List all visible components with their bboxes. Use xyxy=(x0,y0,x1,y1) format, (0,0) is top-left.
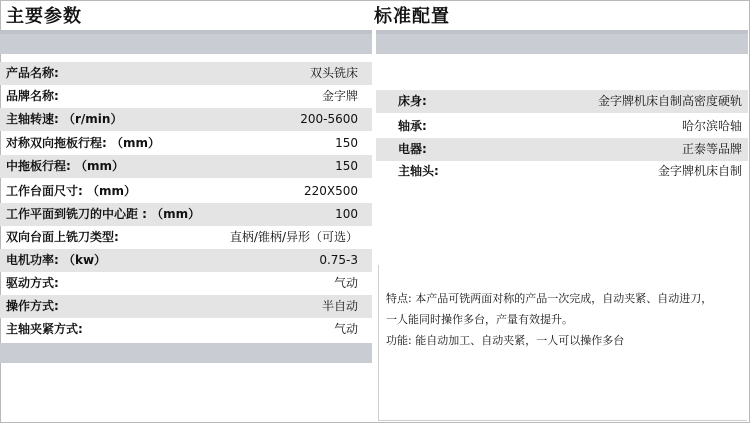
main-params-title: 主要参数 xyxy=(6,6,82,27)
param-label: 工作台面尺寸: （mm） xyxy=(6,184,136,198)
param-value: 100 xyxy=(335,207,358,221)
param-row xyxy=(0,85,372,108)
params-footer-band xyxy=(0,343,372,363)
param-label: 主轴转速: （r/min） xyxy=(6,112,123,126)
column-gap xyxy=(372,30,376,422)
config-label: 电器: xyxy=(398,142,427,156)
param-label: 产品名称: xyxy=(6,66,59,80)
param-value: 200-5600 xyxy=(300,112,358,126)
left-header-band-lower xyxy=(0,34,372,54)
param-row xyxy=(0,249,372,272)
param-value: 150 xyxy=(335,136,358,150)
param-value: 金字牌 xyxy=(321,89,358,103)
config-row xyxy=(376,160,748,183)
param-value: 双头铣床 xyxy=(309,66,358,80)
param-value: 气动 xyxy=(333,276,358,290)
config-label: 床身: xyxy=(398,94,427,108)
config-row xyxy=(376,90,748,113)
standard-config-title: 标准配置 xyxy=(374,6,450,27)
param-row xyxy=(0,180,372,203)
param-label: 操作方式: xyxy=(6,299,59,313)
param-label: 电机功率: （kw） xyxy=(6,253,107,267)
feature-note-line-1: 特点: 本产品可铣两面对称的产品一次完成，自动夹紧、自动进刀， xyxy=(386,292,713,305)
param-label: 品牌名称: xyxy=(6,89,59,103)
param-row xyxy=(0,155,372,178)
config-label: 轴承: xyxy=(398,119,427,133)
config-row xyxy=(376,115,748,138)
param-label: 双向台面上铣刀类型: xyxy=(6,230,119,244)
param-value: 直柄/锥柄/异形（可选） xyxy=(229,230,358,244)
param-row xyxy=(0,203,372,226)
param-value: 220X500 xyxy=(303,184,358,198)
param-label: 中拖板行程: （mm） xyxy=(6,159,124,173)
param-value: 0.75-3 xyxy=(319,253,358,267)
param-value: 半自动 xyxy=(321,299,358,313)
config-row xyxy=(376,138,748,161)
param-row xyxy=(0,62,372,85)
param-row xyxy=(0,108,372,131)
param-label: 工作平面到铣刀的中心距 : （mm） xyxy=(6,207,201,221)
config-value: 哈尔滨哈轴 xyxy=(681,119,742,133)
param-value: 气动 xyxy=(333,322,358,336)
feature-note-line-2: 一人能同时操作多台，产量有效提升。 xyxy=(386,313,573,326)
param-value: 150 xyxy=(335,159,358,173)
param-row xyxy=(0,132,372,155)
param-row xyxy=(0,318,372,341)
config-value: 金字牌机床自制 xyxy=(657,164,742,178)
config-label: 主轴头: xyxy=(398,164,439,178)
param-label: 主轴夹紧方式: xyxy=(6,322,83,336)
param-label: 对称双向拖板行程: （mm） xyxy=(6,136,160,150)
function-note: 功能: 能自动加工、自动夹紧，一人可以操作多台 xyxy=(386,334,625,347)
config-value: 金字牌机床自制高密度硬轨 xyxy=(597,94,742,108)
config-value: 正泰等品牌 xyxy=(681,142,742,156)
param-row xyxy=(0,295,372,318)
right-header-band-lower xyxy=(376,34,748,54)
param-row xyxy=(0,226,372,249)
param-row xyxy=(0,272,372,295)
param-label: 驱动方式: xyxy=(6,276,59,290)
